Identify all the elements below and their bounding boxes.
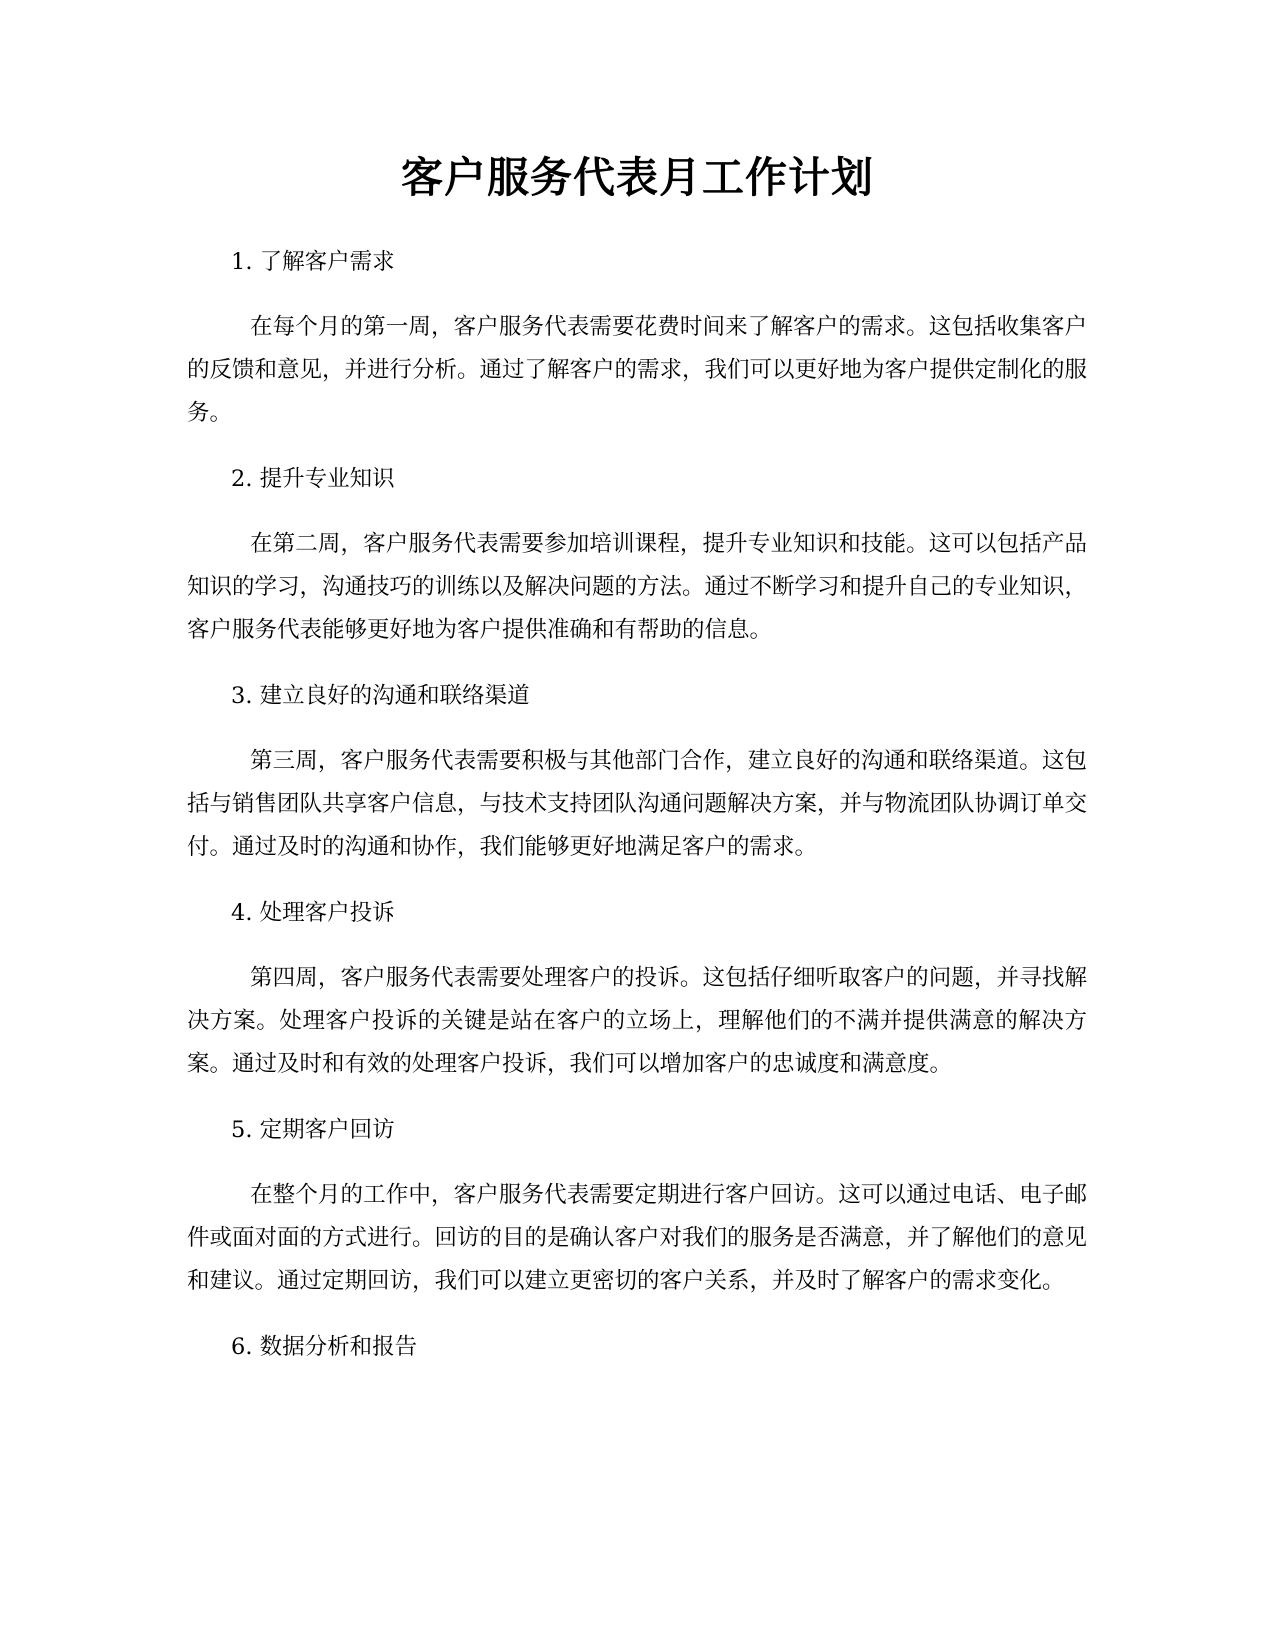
section-heading-1: 1. 了解客户需求: [231, 249, 395, 275]
section-heading-6: 6. 数据分析和报告: [231, 1334, 418, 1360]
document-title: 客户服务代表月工作计划: [400, 153, 874, 202]
section-paragraph-3: 第三周，客户服务代表需要积极与其他部门合作，建立良好的沟通和联络渠道。这包括与销售团队共享客户信息，与技术支持团队沟通问题解决方案，并与物流团队协调订单交付。通过及时的沟通和协作，我们能够更好地满足客户的需求。: [187, 748, 1088, 860]
section-heading-5: 5. 定期客户回访: [231, 1117, 395, 1143]
section-paragraph-5: 在整个月的工作中，客户服务代表需要定期进行客户回访。这可以通过电话、电子邮件或面对面的方式进行。回访的目的是确认客户对我们的服务是否满意，并了解他们的意见和建议。通过定期回访，我们可以建立更密切的客户关系，并及时了解客户的需求变化。: [187, 1182, 1088, 1294]
section-heading-4: 4. 处理客户投诉: [231, 900, 395, 926]
section-paragraph-4: 第四周，客户服务代表需要处理客户的投诉。这包括仔细听取客户的问题，并寻找解决方案。处理客户投诉的关键是站在客户的立场上，理解他们的不满并提供满意的解决方案。通过及时和有效的处理客户投诉，我们可以增加客户的忠诚度和满意度。: [187, 965, 1087, 1077]
section-paragraph-1: 在每个月的第一周，客户服务代表需要花费时间来了解客户的需求。这包括收集客户的反馈和意见，并进行分析。通过了解客户的需求，我们可以更好地为客户提供定制化的服务。: [187, 314, 1088, 426]
document-body: [187, 240, 1087, 1391]
section-paragraph-2: 在第二周，客户服务代表需要参加培训课程，提升专业知识和技能。这可以包括产品知识的学习，沟通技巧的训练以及解决问题的方法。通过不断学习和提升自己的专业知识，客户服务代表能够更好地为客户提供准确和有帮助的信息。: [187, 531, 1088, 643]
section-heading-2: 2. 提升专业知识: [231, 466, 395, 492]
section-heading-3: 3. 建立良好的沟通和联络渠道: [231, 683, 530, 709]
